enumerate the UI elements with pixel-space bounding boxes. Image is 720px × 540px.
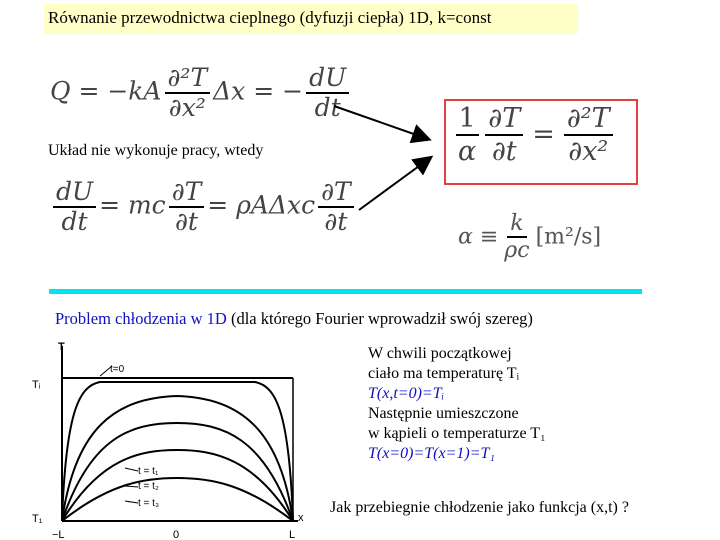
eq2-dt: dt bbox=[61, 206, 88, 236]
curve-2 bbox=[62, 396, 293, 521]
page-title: Równanie przewodnictwa cieplnego (dyfuzji ciepła) 1D, k=const bbox=[44, 4, 578, 34]
t-b-label: t = t₂ bbox=[138, 481, 159, 492]
t1-label: T₁ bbox=[32, 513, 43, 525]
desc-line3: T(x,t=0)=Tᵢ bbox=[368, 385, 445, 402]
equation-diffusion bbox=[452, 104, 616, 167]
eq4-k: k bbox=[507, 212, 526, 238]
leader-t3 bbox=[125, 501, 138, 503]
curve-1 bbox=[62, 382, 293, 521]
desc-line5: w kąpieli o temperaturze T₁ bbox=[368, 425, 546, 442]
eq3-equals: = bbox=[532, 118, 555, 150]
eq1-d2t: ∂²T bbox=[165, 64, 211, 94]
problem-statement bbox=[55, 309, 533, 329]
eq2-mid: = mc bbox=[99, 190, 166, 220]
eq2-dtnum2: ∂T bbox=[318, 178, 354, 208]
eq1-dt: dt bbox=[314, 92, 341, 122]
eq3-frac-d2t bbox=[564, 104, 613, 167]
eq1-mid: Δx = − bbox=[213, 76, 304, 106]
eq1-du: dU bbox=[306, 64, 349, 94]
arrow-bottom bbox=[359, 158, 430, 210]
t-c-label: t = t₃ bbox=[138, 498, 160, 509]
eq3-frac-alpha bbox=[455, 104, 479, 167]
ti-label: Tᵢ bbox=[32, 379, 41, 391]
t-a-label: t = t₁ bbox=[138, 466, 159, 477]
eq2-dtden2: ∂t bbox=[324, 206, 348, 236]
x-axis-label: x bbox=[298, 512, 304, 524]
desc-line2: ciało ma temperaturę Tᵢ bbox=[368, 365, 520, 382]
x-left-label: −L bbox=[52, 529, 65, 540]
desc-line1: W chwili początkowej bbox=[368, 345, 512, 362]
eq1-dx2: ∂x² bbox=[168, 92, 206, 122]
eq3-d2t: ∂²T bbox=[564, 104, 613, 136]
curve-5 bbox=[62, 478, 293, 521]
eq3-alpha: α bbox=[458, 135, 477, 167]
x-mid-label: 0 bbox=[173, 529, 180, 540]
leader-t2 bbox=[125, 486, 138, 487]
eq1-lhs: Q = −kA bbox=[50, 76, 162, 106]
eq4-rc: ρc bbox=[504, 238, 530, 264]
t0-label: t=0 bbox=[110, 364, 125, 375]
desc-line4: Następnie umieszczone bbox=[368, 405, 519, 422]
eq4-lhs: α ≡ bbox=[458, 224, 499, 250]
no-work-text: Układ nie wykonuje pracy, wtedy bbox=[48, 142, 264, 159]
eq2-du: dU bbox=[53, 178, 96, 208]
problem-prefix: Problem chłodzenia w 1D bbox=[55, 309, 227, 328]
leader-t1 bbox=[125, 468, 138, 471]
eq3-frac-dt bbox=[485, 104, 523, 167]
eq2-mid2: = ρAΔxc bbox=[207, 190, 316, 220]
y-axis-label: T bbox=[58, 341, 65, 353]
desc-line6: T(x=0)=T(x=1)=T₁ bbox=[368, 445, 495, 462]
eq3-one: 1 bbox=[456, 104, 479, 136]
problem-suffix: (dla którego Fourier wprowadził swój szereg) bbox=[226, 309, 533, 328]
question-text: Jak przebiegnie chłodzenie jako funkcja (x,t) ? bbox=[330, 499, 629, 516]
equation-diffusivity bbox=[458, 212, 601, 263]
curve-4 bbox=[62, 450, 293, 521]
x-right-label: L bbox=[289, 529, 296, 540]
eq4-frac bbox=[501, 212, 532, 263]
eq3-dx2: ∂x² bbox=[568, 135, 609, 167]
eq3-dt-den: ∂t bbox=[491, 135, 517, 167]
description-block bbox=[368, 344, 546, 464]
eq2-dtden: ∂t bbox=[175, 206, 198, 236]
cooling-profile-graph bbox=[30, 338, 330, 540]
curve-3 bbox=[62, 423, 293, 521]
section-divider bbox=[49, 289, 642, 294]
eq2-dtnum: ∂T bbox=[169, 178, 205, 208]
eq3-dt-num: ∂T bbox=[485, 104, 523, 136]
arrow-top bbox=[334, 106, 428, 139]
eq4-units: [m²/s] bbox=[535, 224, 602, 250]
